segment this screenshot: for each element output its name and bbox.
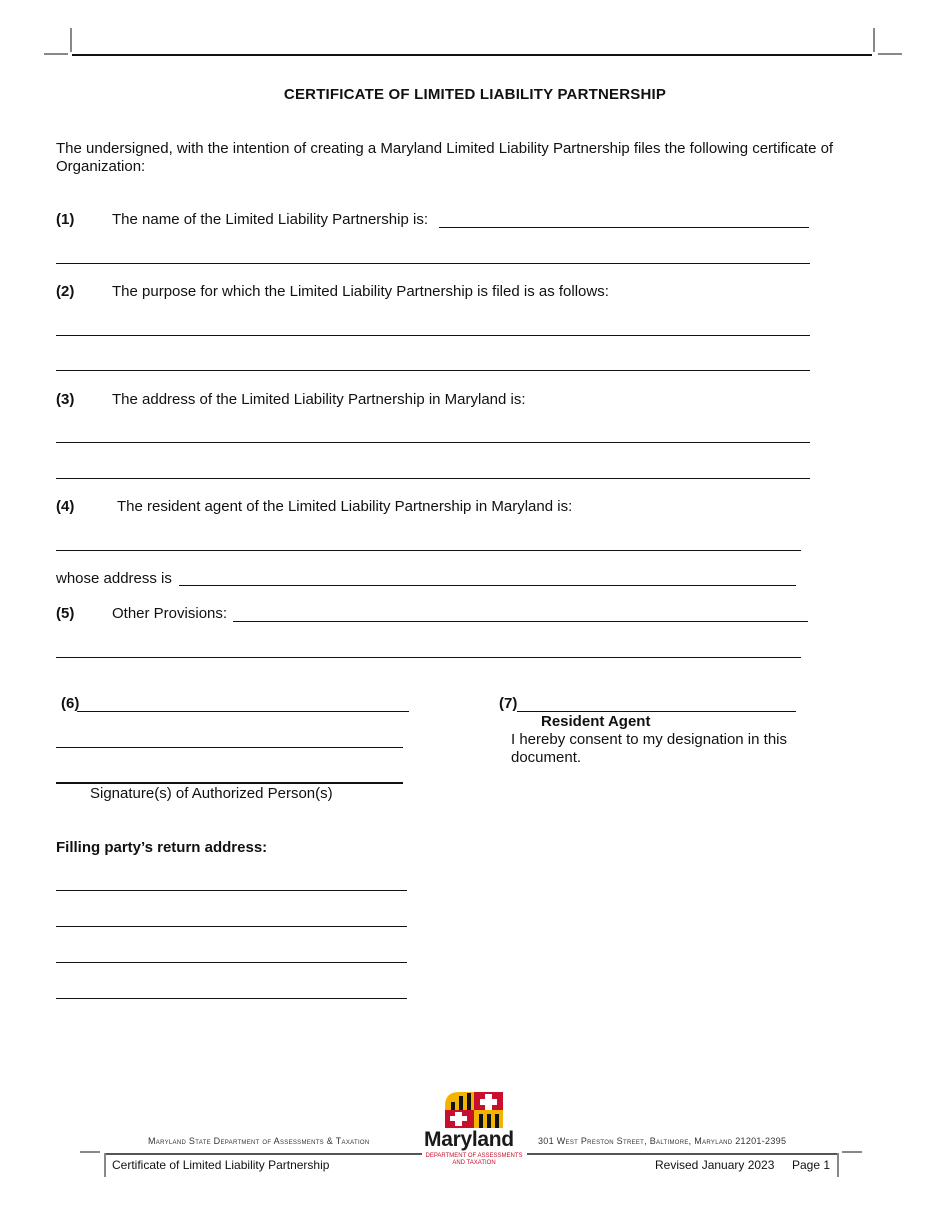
address-field-line-2[interactable] (56, 478, 810, 479)
item-3-number: (3) (56, 391, 75, 408)
whose-address-label: whose address is (56, 570, 172, 587)
resident-agent-consent: I hereby consent to my designation in this document. (511, 731, 787, 766)
footer-rule-left (104, 1153, 422, 1155)
resident-agent-signature-field[interactable] (517, 711, 796, 712)
item-4-number: (4) (56, 498, 75, 515)
purpose-field-line-2[interactable] (56, 370, 810, 371)
item-4-label: The resident agent of the Limited Liability Partnership in Maryland is: (117, 498, 573, 515)
footer-agency-name: Maryland State Department of Assessments & Taxation (148, 1136, 370, 1146)
signature-field-2[interactable] (56, 747, 403, 748)
footer-crop-left (80, 1151, 100, 1153)
footer-bracket-left (104, 1153, 106, 1177)
crop-mark-top-left-h (44, 53, 68, 55)
return-address-line-3[interactable] (56, 962, 407, 963)
footer-form-name: Certificate of Limited Liability Partnership (112, 1158, 330, 1172)
item-1-label: The name of the Limited Liability Partnership is: (112, 211, 428, 228)
footer-revised-date: Revised January 2023 (655, 1158, 775, 1172)
footer-crop-right (842, 1151, 862, 1153)
crop-mark-top-right-h (878, 53, 902, 55)
item-1-number: (1) (56, 211, 75, 228)
item-5-label: Other Provisions: (112, 605, 228, 622)
partnership-name-field-line-2[interactable] (56, 263, 810, 264)
signature-label: Signature(s) of Authorized Person(s) (90, 785, 333, 802)
footer-logo-word: Maryland (424, 1128, 514, 1151)
footer-rule-right (527, 1153, 839, 1155)
other-provisions-field-line-2[interactable] (56, 657, 801, 658)
item-2-label: The purpose for which the Limited Liability Partnership is filed is as follows: (112, 283, 609, 300)
page-title: CERTIFICATE OF LIMITED LIABILITY PARTNERSHIP (283, 86, 667, 103)
signature-field-1[interactable] (77, 711, 409, 712)
item-5-number: (5) (56, 605, 75, 622)
crop-mark-top-right (873, 28, 875, 52)
item-7-number: (7) (499, 695, 518, 712)
item-2-number: (2) (56, 283, 75, 300)
return-address-line-2[interactable] (56, 926, 407, 927)
resident-agent-title: Resident Agent (541, 713, 651, 730)
purpose-field-line-1[interactable] (56, 335, 810, 336)
footer-logo-subtitle: DEPARTMENT OF ASSESSMENTS AND TAXATION (425, 1153, 523, 1166)
footer-bracket-right (837, 1153, 839, 1177)
other-provisions-field-line-1[interactable] (233, 621, 808, 622)
return-address-line-1[interactable] (56, 890, 407, 891)
signature-field-3[interactable] (56, 782, 403, 784)
crop-mark-top-left (70, 28, 72, 52)
resident-agent-name-field[interactable] (56, 550, 801, 551)
return-address-line-4[interactable] (56, 998, 407, 999)
footer-agency-address: 301 West Preston Street, Baltimore, Maryland 21201-2395 (538, 1136, 787, 1146)
address-field-line-1[interactable] (56, 442, 810, 443)
intro-paragraph: The undersigned, with the intention of creating a Maryland Limited Liability Partnership files the following certificate of Organization: (56, 140, 834, 175)
footer-page-number: Page 1 (792, 1158, 831, 1172)
return-address-label: Filling party’s return address: (56, 839, 268, 856)
partnership-name-field[interactable] (439, 227, 809, 228)
maryland-flag-logo-icon (443, 1090, 505, 1130)
item-3-label: The address of the Limited Liability Partnership in Maryland is: (112, 391, 526, 408)
item-6-number: (6) (61, 695, 80, 712)
top-border (72, 54, 872, 56)
resident-agent-address-field[interactable] (179, 585, 796, 586)
